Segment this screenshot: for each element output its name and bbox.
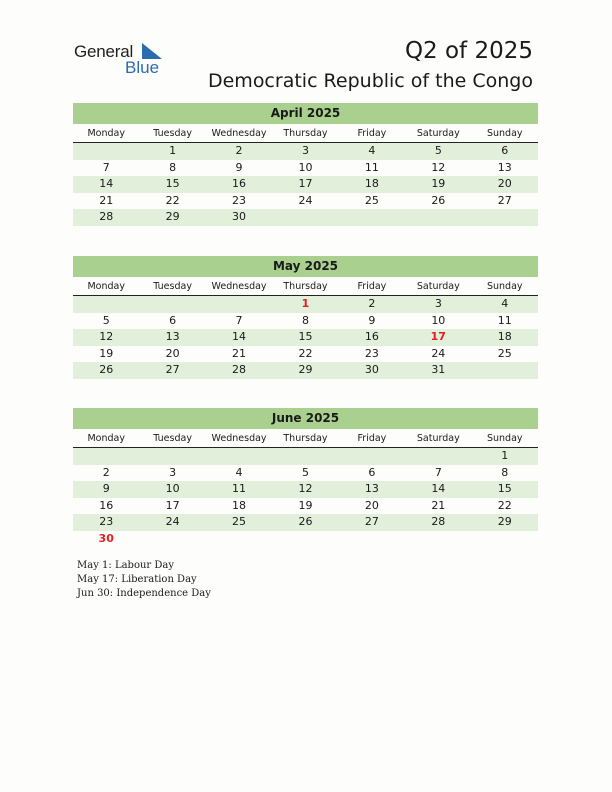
day-cell: 22 — [165, 193, 180, 207]
page-subtitle: Democratic Republic of the Congo — [207, 70, 533, 92]
day-cell: 6 — [501, 144, 509, 157]
week-row — [73, 362, 538, 379]
day-cell: 9 — [235, 160, 243, 174]
weekday-label: Friday — [357, 128, 387, 139]
week-row — [73, 514, 538, 531]
day-cell: 17 — [430, 330, 446, 343]
day-cell: 24 — [431, 346, 446, 360]
day-cell: 19 — [431, 177, 446, 190]
day-cell: 26 — [431, 193, 446, 207]
holiday-note: May 17: Liberation Day — [77, 574, 197, 585]
weekday-label: Monday — [87, 128, 125, 139]
weekday-header-row — [73, 125, 538, 143]
weekday-label: Tuesday — [153, 128, 192, 139]
day-cell — [73, 448, 139, 465]
logo-general-text: General — [74, 42, 134, 61]
month-title: May 2025 — [73, 256, 538, 277]
weekday-label: Thursday — [283, 433, 328, 444]
weekday-label: Monday — [87, 433, 125, 444]
day-cell: 17 — [298, 177, 313, 190]
day-cell: 11 — [497, 313, 512, 327]
day-cell: 2 — [235, 144, 243, 157]
day-cell — [272, 531, 338, 548]
day-cell: 29 — [497, 515, 512, 528]
weekday-header-row — [73, 278, 538, 296]
month-title: April 2025 — [73, 103, 538, 124]
week-row — [73, 193, 538, 210]
day-cell: 30 — [98, 531, 114, 545]
weekday-label: Tuesday — [153, 433, 192, 444]
day-cell: 21 — [99, 193, 114, 207]
day-cell: 1 — [501, 449, 509, 462]
day-cell: 5 — [301, 465, 309, 479]
day-cell: 12 — [298, 482, 313, 495]
day-cell: 12 — [99, 330, 114, 343]
day-cell: 7 — [102, 160, 110, 174]
day-cell: 23 — [364, 346, 379, 360]
day-cell — [139, 296, 205, 313]
week-row — [73, 498, 538, 515]
day-cell: 1 — [169, 144, 177, 157]
day-cell: 15 — [165, 177, 180, 190]
day-cell: 3 — [301, 144, 309, 157]
logo-triangle-icon — [140, 43, 162, 59]
day-cell: 10 — [431, 313, 446, 327]
day-cell: 4 — [368, 144, 376, 157]
day-cell: 27 — [165, 363, 180, 376]
day-cell: 20 — [364, 498, 379, 512]
day-cell: 29 — [165, 210, 180, 223]
day-cell: 19 — [298, 498, 313, 512]
day-cell — [272, 209, 338, 226]
day-cell — [472, 362, 538, 379]
weekday-label: Thursday — [283, 128, 328, 139]
week-row — [73, 143, 538, 160]
day-cell: 8 — [301, 313, 309, 327]
day-cell — [73, 143, 139, 160]
day-cell — [272, 448, 338, 465]
weekday-label: Saturday — [416, 281, 460, 292]
weekday-label: Thursday — [283, 281, 328, 292]
day-cell: 25 — [497, 346, 512, 360]
day-cell: 9 — [102, 482, 110, 495]
day-cell: 15 — [298, 330, 313, 343]
holiday-note: May 1: Labour Day — [77, 560, 174, 571]
day-cell: 18 — [232, 498, 247, 512]
day-cell: 24 — [298, 193, 313, 207]
day-cell: 27 — [364, 515, 379, 528]
day-cell: 22 — [497, 498, 512, 512]
day-cell: 18 — [497, 330, 512, 343]
week-row — [73, 481, 538, 498]
day-cell: 13 — [165, 330, 180, 343]
logo-blue-text: Blue — [125, 58, 160, 77]
day-cell: 19 — [99, 346, 114, 360]
day-cell: 13 — [497, 160, 512, 174]
day-cell: 5 — [434, 144, 442, 157]
day-cell: 25 — [364, 193, 379, 207]
day-cell — [405, 531, 471, 548]
day-cell: 18 — [364, 177, 379, 190]
week-row — [73, 346, 538, 363]
weekday-label: Saturday — [416, 128, 460, 139]
day-cell: 7 — [434, 465, 442, 479]
day-cell — [206, 448, 272, 465]
day-cell — [73, 296, 139, 313]
day-cell: 14 — [99, 177, 114, 190]
month-calendar-june — [73, 408, 538, 547]
weekday-label: Wednesday — [211, 281, 267, 292]
day-cell — [405, 448, 471, 465]
day-cell: 10 — [165, 482, 180, 495]
day-cell: 8 — [169, 160, 177, 174]
week-row — [73, 296, 538, 313]
day-cell: 21 — [232, 346, 247, 360]
day-cell: 6 — [368, 465, 376, 479]
month-title: June 2025 — [73, 408, 538, 429]
day-cell: 22 — [298, 346, 313, 360]
day-cell: 14 — [431, 482, 446, 495]
day-cell: 24 — [165, 515, 180, 528]
day-cell: 26 — [99, 363, 114, 376]
day-cell — [472, 531, 538, 548]
day-cell: 10 — [298, 160, 313, 174]
day-cell: 5 — [102, 313, 110, 327]
day-cell — [405, 209, 471, 226]
holiday-notes — [77, 559, 211, 601]
day-cell: 11 — [232, 482, 247, 495]
week-row — [73, 329, 538, 346]
weekday-label: Wednesday — [211, 128, 267, 139]
day-cell: 2 — [102, 465, 110, 479]
day-cell — [206, 296, 272, 313]
weekday-label: Friday — [357, 433, 387, 444]
day-cell: 1 — [301, 297, 310, 310]
day-cell: 15 — [497, 482, 512, 495]
day-cell: 27 — [497, 193, 512, 207]
month-calendar-may — [73, 256, 538, 379]
day-cell: 28 — [431, 515, 446, 528]
day-cell: 29 — [298, 363, 313, 376]
week-row — [73, 209, 538, 226]
day-cell: 2 — [368, 297, 376, 310]
day-cell: 12 — [431, 160, 446, 174]
day-cell: 4 — [235, 465, 243, 479]
day-cell: 11 — [364, 160, 379, 174]
day-cell: 28 — [232, 363, 247, 376]
week-row — [73, 176, 538, 193]
day-cell: 31 — [431, 363, 446, 376]
weekday-label: Sunday — [486, 433, 523, 444]
day-cell — [139, 531, 205, 548]
week-row — [73, 531, 538, 548]
weekday-label: Saturday — [416, 433, 460, 444]
day-cell: 20 — [165, 346, 180, 360]
day-cell: 3 — [169, 465, 177, 479]
day-cell: 28 — [99, 210, 114, 223]
day-cell — [139, 448, 205, 465]
day-cell: 13 — [364, 482, 379, 495]
day-cell: 26 — [298, 515, 313, 528]
day-cell: 7 — [235, 313, 243, 327]
day-cell — [472, 209, 538, 226]
day-cell — [206, 531, 272, 548]
logo — [74, 42, 174, 78]
day-cell: 16 — [364, 330, 379, 343]
day-cell: 16 — [99, 498, 114, 512]
day-cell: 14 — [232, 330, 247, 343]
day-cell — [339, 448, 405, 465]
page-title: Q2 of 2025 — [404, 38, 533, 64]
weekday-label: Monday — [87, 281, 125, 292]
day-cell: 23 — [99, 515, 114, 528]
week-row — [73, 465, 538, 482]
day-cell: 3 — [434, 297, 442, 310]
weekday-label: Sunday — [486, 281, 523, 292]
day-cell: 30 — [364, 363, 379, 376]
weekday-label: Wednesday — [211, 433, 267, 444]
day-cell: 8 — [501, 465, 509, 479]
day-cell: 30 — [232, 210, 247, 223]
week-row — [73, 448, 538, 465]
day-cell: 17 — [165, 498, 180, 512]
day-cell: 20 — [497, 177, 512, 190]
week-row — [73, 160, 538, 177]
weekday-label: Sunday — [486, 128, 523, 139]
weekday-label: Tuesday — [153, 281, 192, 292]
day-cell: 23 — [232, 193, 247, 207]
day-cell: 21 — [431, 498, 446, 512]
day-cell: 25 — [232, 515, 247, 528]
holiday-note: Jun 30: Independence Day — [77, 588, 211, 599]
day-cell: 9 — [368, 313, 376, 327]
day-cell — [339, 209, 405, 226]
weekday-label: Friday — [357, 281, 387, 292]
month-calendar-april — [73, 103, 538, 226]
day-cell: 16 — [232, 177, 247, 190]
day-cell: 4 — [501, 297, 509, 310]
weekday-header-row — [73, 430, 538, 448]
day-cell: 6 — [169, 313, 177, 327]
week-row — [73, 313, 538, 330]
day-cell — [339, 531, 405, 548]
